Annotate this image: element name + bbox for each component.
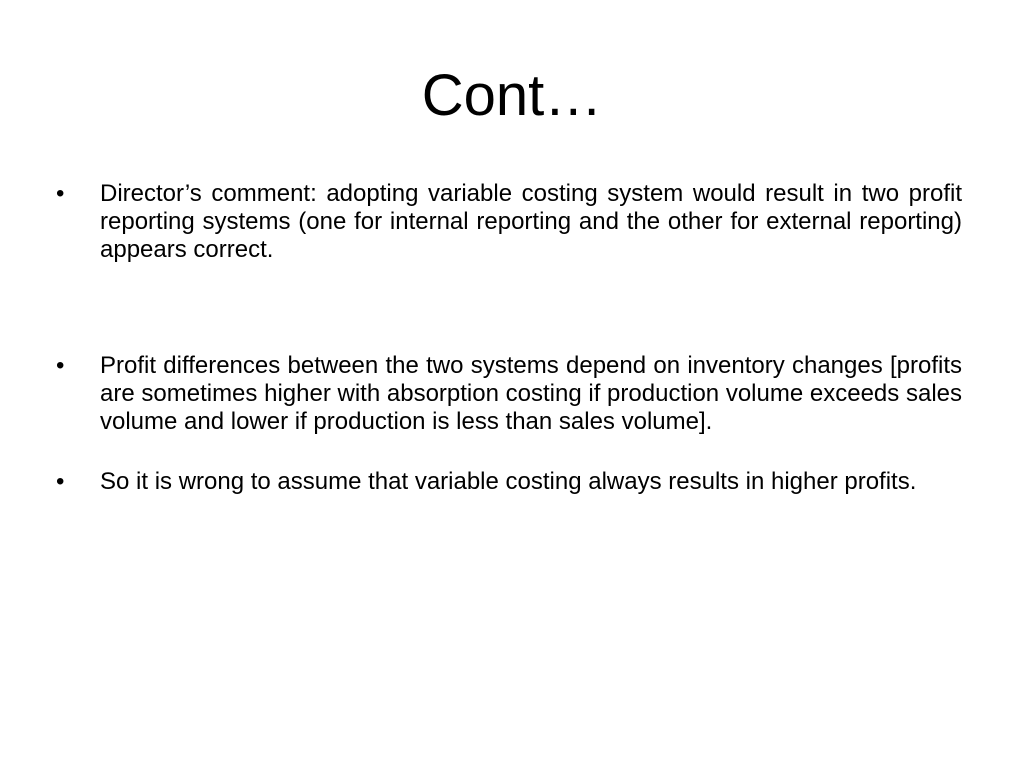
bullet-item-profit-differences [56, 352, 962, 436]
slide-title: Cont… [421, 63, 603, 128]
bullet-item-conclusion [56, 468, 962, 496]
bullet-item-directors-comment [56, 180, 962, 264]
bullet-icon: • [56, 352, 65, 379]
bullet-icon: • [56, 180, 65, 207]
bullet-text: Profit differences between the two systems depend on inventory changes [profits are sometimes higher with absorption costing if production volume exceeds sales volume and lower if production is less than sales volume]. [100, 352, 962, 435]
bullet-list [56, 180, 962, 496]
bullet-text: So it is wrong to assume that variable costing always results in higher profits. [100, 468, 917, 495]
bullet-icon: • [56, 468, 65, 495]
bullet-text: Director’s comment: adopting variable costing system would result in two profit reporting systems (one for internal reporting and the other for external reporting) appears correct. [100, 180, 962, 263]
